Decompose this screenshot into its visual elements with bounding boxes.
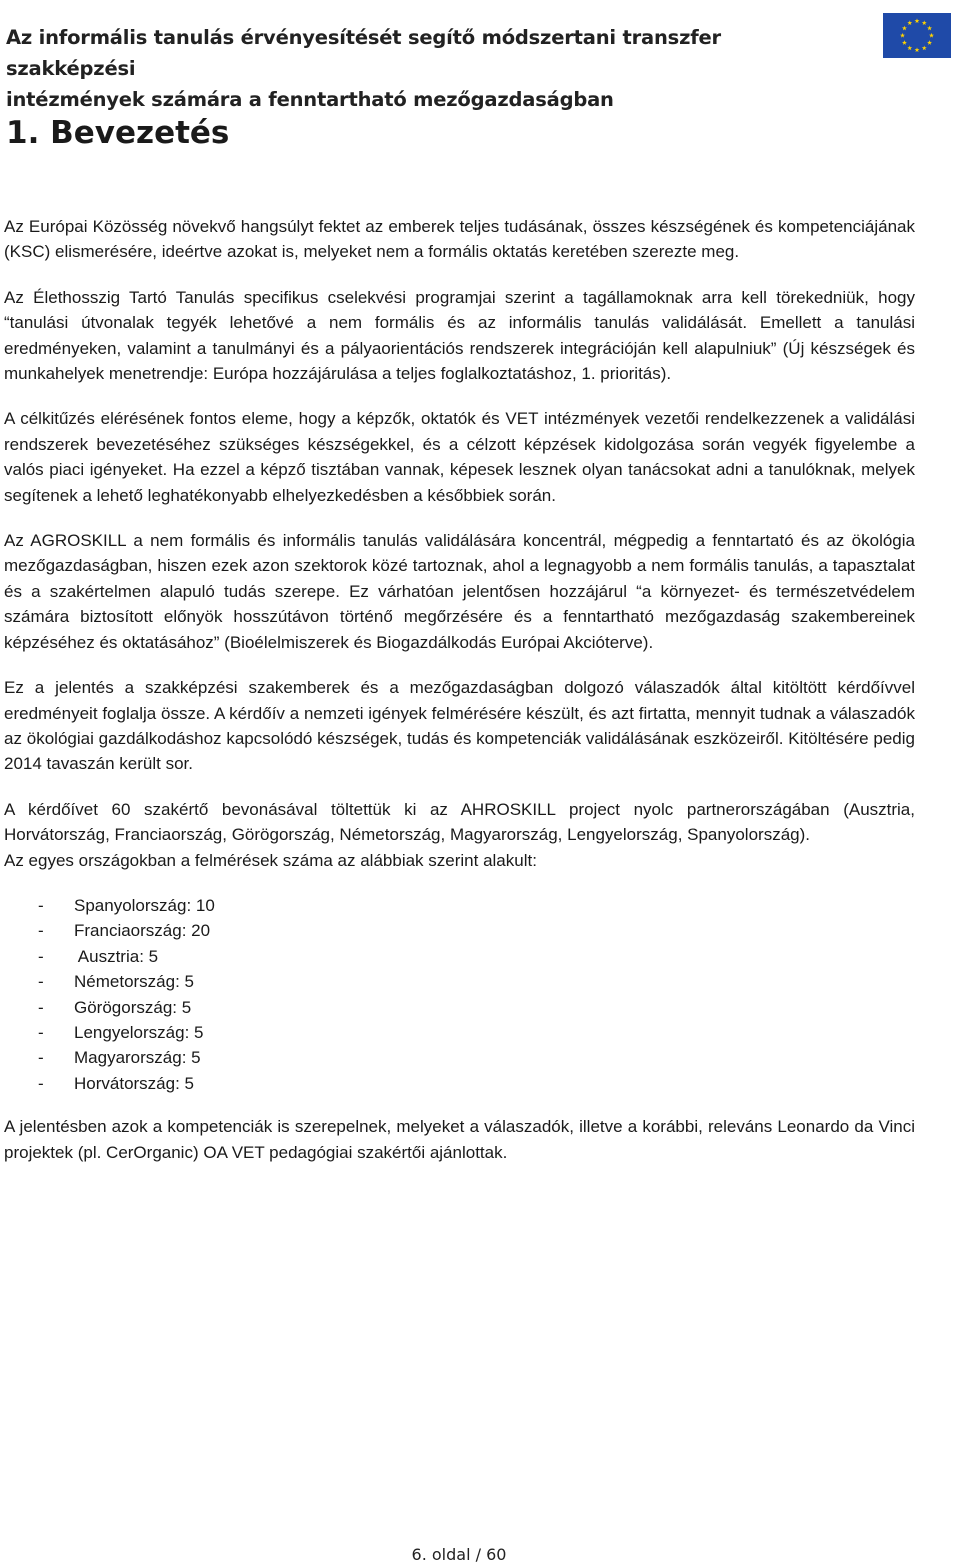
section-heading: 1. Bevezetés bbox=[6, 115, 230, 151]
list-item: - Lengyelország: 5 bbox=[38, 1022, 204, 1042]
list-item: - Spanyolország: 10 bbox=[38, 895, 215, 915]
country-survey-list bbox=[4, 893, 915, 1096]
header-title-line-2: intézmények számára a fenntartható mezőgazdaságban bbox=[6, 88, 614, 111]
paragraph-intro: Az Európai Közösség növekvő hangsúlyt fektet az emberek teljes tudásának, összes készségének és kompetenciájának (KSC) elismerésére, ideértve azokat is, melyeket nem a formális oktatás keretében szerezte meg. bbox=[4, 217, 915, 262]
list-item: - Franciaország: 20 bbox=[38, 921, 211, 941]
page-number: 6. oldal / 60 bbox=[411, 1545, 507, 1564]
eu-flag-icon bbox=[883, 13, 951, 58]
list-item: - Görögország: 5 bbox=[38, 997, 192, 1017]
list-item: - Németország: 5 bbox=[38, 972, 194, 992]
list-item: - Ausztria: 5 bbox=[38, 946, 159, 966]
paragraph-objective: A célkitűzés elérésének fontos eleme, hogy a képzők, oktatók és VET intézmények vezetői rendelkezzenek a validálási rendszerek bevezetéséhez szükséges készségekkel, és a célzott képzések kidolgozása során vegyék figyelembe a valós piaci igényeket. Ha ezzel a képző tisztában vannak, képesek lesznek olyan tanácsokat adni a tanulóknak, melyek segítenek a lehető leghatékonyabb elhelyezkedésben a későbbiek során. bbox=[4, 409, 915, 505]
list-item: - Horvátország: 5 bbox=[38, 1073, 194, 1093]
paragraph-survey: A kérdőívet 60 szakértő bevonásával töltettük ki az AHROSKILL project nyolc partnerországában (Ausztria, Horvátország, Franciaország, Görögország, Németország, Magyarország, Lengyelország, Spanyolország). bbox=[4, 799, 915, 845]
paragraph-competencies: A jelentésben azok a kompetenciák is szerepelnek, melyeket a válaszadók, illetve a korábbi, releváns Leonardo da Vinci projektek (pl. CerOrganic) OA VET pedagógiai szakértői ajánlottak. bbox=[4, 1117, 915, 1162]
header-title-line-1: Az informális tanulás érvényesítését segítő módszertani transzfer szakképzési bbox=[6, 26, 721, 80]
paragraph-agroskill: Az AGROSKILL a nem formális és informális tanulás validálására koncentrál, mégpedig a fenntartató és az ökológia mezőgazdaságban, hiszen ezek azon szektorok közé tartoznak, ahol a legnagyobb a nem formális tanulás, a tapasztalat és a szakértelmen alapuló tudás szerepe. Ez várhatóan jelentősen hozzájárul “a környezet- és természetvédelem számára biztosított előnyök hosszútávon történő megőrzésére és a fenntartható mezőgazdaság szakembereinek képzéséhez és oktatásához” (Bioélelmiszerek és Biogazdálkodás Európai Akcióterve). bbox=[4, 531, 915, 652]
paragraph-survey-intro: Az egyes országokban a felmérések száma az alábbiak szerint alakult: bbox=[4, 850, 537, 870]
paragraph-lifelong-learning: Az Élethosszig Tartó Tanulás specifikus cselekvési programjai szerint a tagállamoknak arra kell törekedniük, hogy “tanulási útvonalak tegyék lehetővé a nem formális és az informális tanulás validálását. Emellett a tanulási eredményeken, valamint a tanulmányi és a pályaorientációs rendszerek integrációján kell alapulniuk” (Új készségek és munkahelyek menetrendje: Európa hozzájárulása a teljes foglalkoztatáshoz, 1. prioritás). bbox=[4, 287, 915, 384]
document-header-title bbox=[6, 22, 856, 115]
document-body bbox=[4, 214, 915, 1165]
list-item: - Magyarország: 5 bbox=[38, 1048, 201, 1068]
paragraph-report: Ez a jelentés a szakképzési szakemberek és a mezőgazdaságban dolgozó válaszadók által kitöltött kérdőívvel eredményeit foglalja össze. A kérdőív a nemzeti igények felmérésére készült, és azt firtatta, mennyit tudnak a válaszadók az ökológiai gazdálkodáshoz kapcsolódó készségek, tudás és kompetenciák validálásának eszközeiről. Kitöltésére pedig 2014 tavaszán került sor. bbox=[4, 678, 915, 774]
